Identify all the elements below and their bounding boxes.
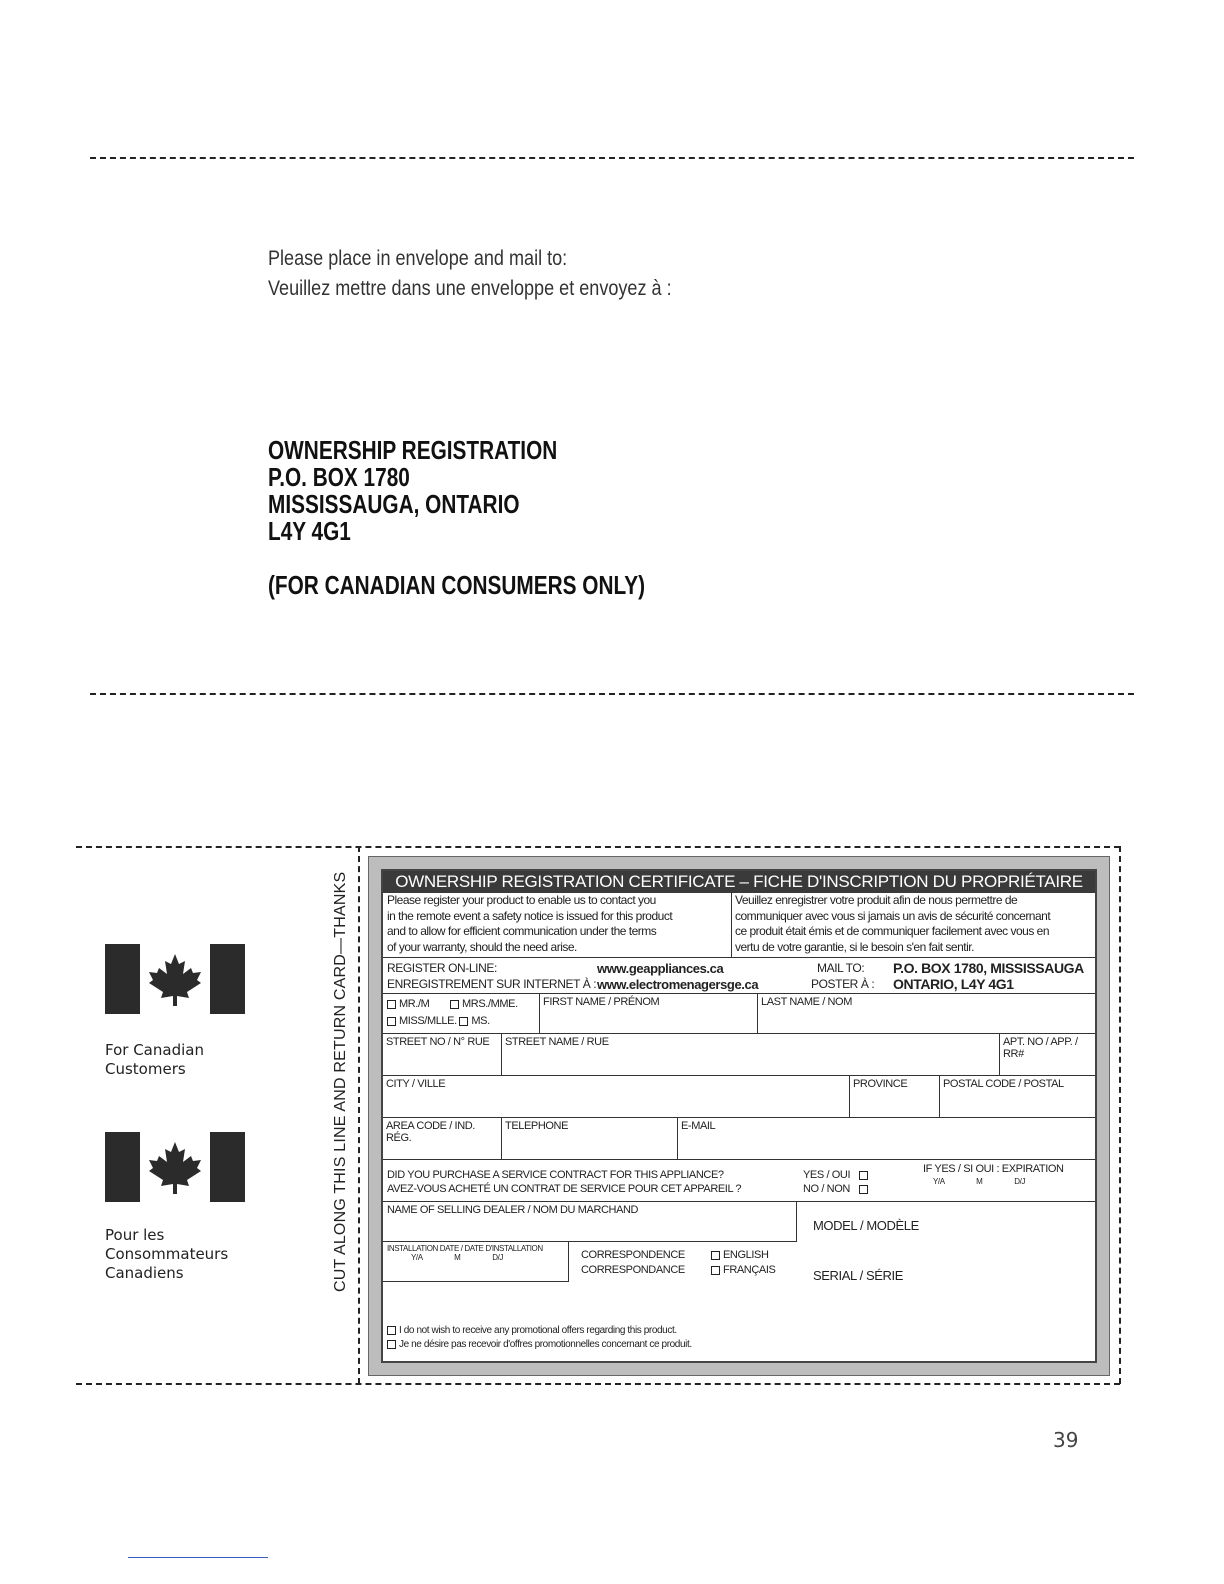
title-option-mrs[interactable]: MRS./MME. [450, 998, 518, 1010]
lang-french-option[interactable]: FRANÇAIS [711, 1264, 775, 1276]
cut-instruction: CUT ALONG THIS LINE AND RETURN CARD—THANKS [332, 871, 349, 1292]
footer-divider [128, 1557, 268, 1558]
registration-certificate [368, 856, 1110, 1376]
mail-instructions [268, 244, 672, 304]
postal-code-field[interactable]: POSTAL CODE / POSTAL [939, 1076, 1095, 1117]
canada-flag-icon [105, 944, 245, 1014]
card-cut-line-left [358, 846, 360, 1384]
service-contract-row: DID YOU PURCHASE A SERVICE CONTRACT FOR THIS APPLIANCE? AVEZ-VOUS ACHETÉ UN CONTRAT DE SERVICE POUR CET APPAREIL ? YES / OUI NO / NON IF YES / SI OUI : EXPIRATION Y/A M D/J [383, 1160, 1095, 1202]
telephone-field[interactable]: TELEPHONE [501, 1118, 677, 1159]
title-option-ms[interactable]: MS. [459, 1015, 489, 1027]
street-no-field[interactable]: STREET NO / N° RUE [386, 1036, 490, 1048]
name-row [383, 994, 1095, 1034]
optout-en[interactable]: I do not wish to receive any promotional offers regarding this product. [387, 1325, 677, 1336]
intro-fr: Veuillez enregistrer votre produit afin de nous permettre de communiquer avec vous si jamais un avis de sécurité concernant ce produit était émis et de communiquer facilement avec vous en vertu de votre garantie, si le besoin s'en fait sentir. [735, 893, 1051, 954]
province-field[interactable]: PROVINCE [849, 1076, 939, 1117]
model-field[interactable]: MODEL / MODÈLE [813, 1218, 919, 1233]
service-yes-option[interactable]: YES / OUI [803, 1169, 871, 1181]
flag-caption-en: For Canadian Customers [105, 1041, 204, 1078]
register-online-link-fr[interactable]: www.electromenagersge.ca [597, 977, 759, 992]
intro-en: Please register your product to enable us to contact you in the remote event a safety notice is issued for this product and to allow for efficient communication under the terms of your warranty, should the need arise. [387, 893, 673, 954]
card-cut-line-top [76, 846, 1120, 848]
city-field[interactable]: CITY / VILLE [386, 1078, 446, 1090]
mailing-address [268, 437, 645, 599]
lang-english-option[interactable]: ENGLISH [711, 1249, 769, 1261]
service-no-option[interactable]: NO / NON [803, 1183, 871, 1195]
title-option-miss[interactable]: MISS/MLLE. [387, 1015, 457, 1027]
serial-field[interactable]: SERIAL / SÉRIE [813, 1268, 904, 1283]
page-number: 39 [1053, 1428, 1079, 1452]
phone-row [383, 1118, 1095, 1160]
mail-instruction-fr: Veuillez mettre dans une enveloppe et envoyez à : [268, 277, 672, 300]
address-line-4: L4Y 4G1 [268, 516, 351, 546]
street-row [383, 1034, 1095, 1076]
cut-line-top [90, 157, 1134, 159]
area-code-field[interactable]: AREA CODE / IND. RÉG. [386, 1120, 475, 1144]
card-cut-line-right [1119, 846, 1121, 1384]
address-note: (FOR CANADIAN CONSUMERS ONLY) [268, 570, 646, 600]
cut-line-middle [90, 693, 1134, 695]
intro-row [383, 893, 1095, 958]
first-name-field[interactable]: FIRST NAME / PRÉNOM [539, 994, 757, 1033]
register-online-row: REGISTER ON-LINE: www.geappliances.ca ENREGISTREMENT SUR INTERNET À : www.electromenagersge.ca MAIL TO: P.O. BOX 1780, MISSISSAUGA POSTER À : ONTARIO, L4Y 4G1 [383, 958, 1095, 994]
last-name-field[interactable]: LAST NAME / NOM [757, 994, 1095, 1033]
title-option-mr[interactable]: MR./M [387, 998, 429, 1010]
card-cut-line-bottom [76, 1383, 1120, 1385]
expiration-date-field[interactable]: Y/A M D/J [933, 1177, 1025, 1186]
mail-instruction-en: Please place in envelope and mail to: [268, 247, 568, 270]
address-line-1: OWNERSHIP REGISTRATION [268, 435, 558, 465]
email-field[interactable]: E-MAIL [677, 1118, 1095, 1159]
street-name-field[interactable]: STREET NAME / RUE [501, 1034, 999, 1075]
canada-flag-icon [105, 1132, 245, 1202]
address-line-2: P.O. BOX 1780 [268, 462, 410, 492]
flag-caption-fr: Pour les Consommateurs Canadiens [105, 1226, 229, 1282]
certificate-title: OWNERSHIP REGISTRATION CERTIFICATE – FICHE D'INSCRIPTION DU PROPRIÉTAIRE [383, 871, 1095, 893]
city-row [383, 1076, 1095, 1118]
dealer-section: NAME OF SELLING DEALER / NOM DU MARCHAND MODEL / MODÈLE INSTALLATION DATE / DATE D'INSTALLATION Y/A M D/J CORRESPONDENCE CORRESPONDANCE ENGLISH FRANÇAIS SERIAL / SÉRIE [383, 1202, 1095, 1292]
address-line-3: MISSISSAUGA, ONTARIO [268, 489, 520, 519]
optout-fr[interactable]: Je ne désire pas recevoir d'offres promotionnelles concernant ce produit. [387, 1339, 692, 1350]
install-date-field[interactable]: INSTALLATION DATE / DATE D'INSTALLATION Y/A M D/J [383, 1242, 569, 1282]
register-online-link[interactable]: www.geappliances.ca [597, 961, 724, 976]
apt-field[interactable]: APT. NO / APP. / RR# [999, 1034, 1095, 1075]
dealer-field[interactable]: NAME OF SELLING DEALER / NOM DU MARCHAND [383, 1202, 797, 1242]
